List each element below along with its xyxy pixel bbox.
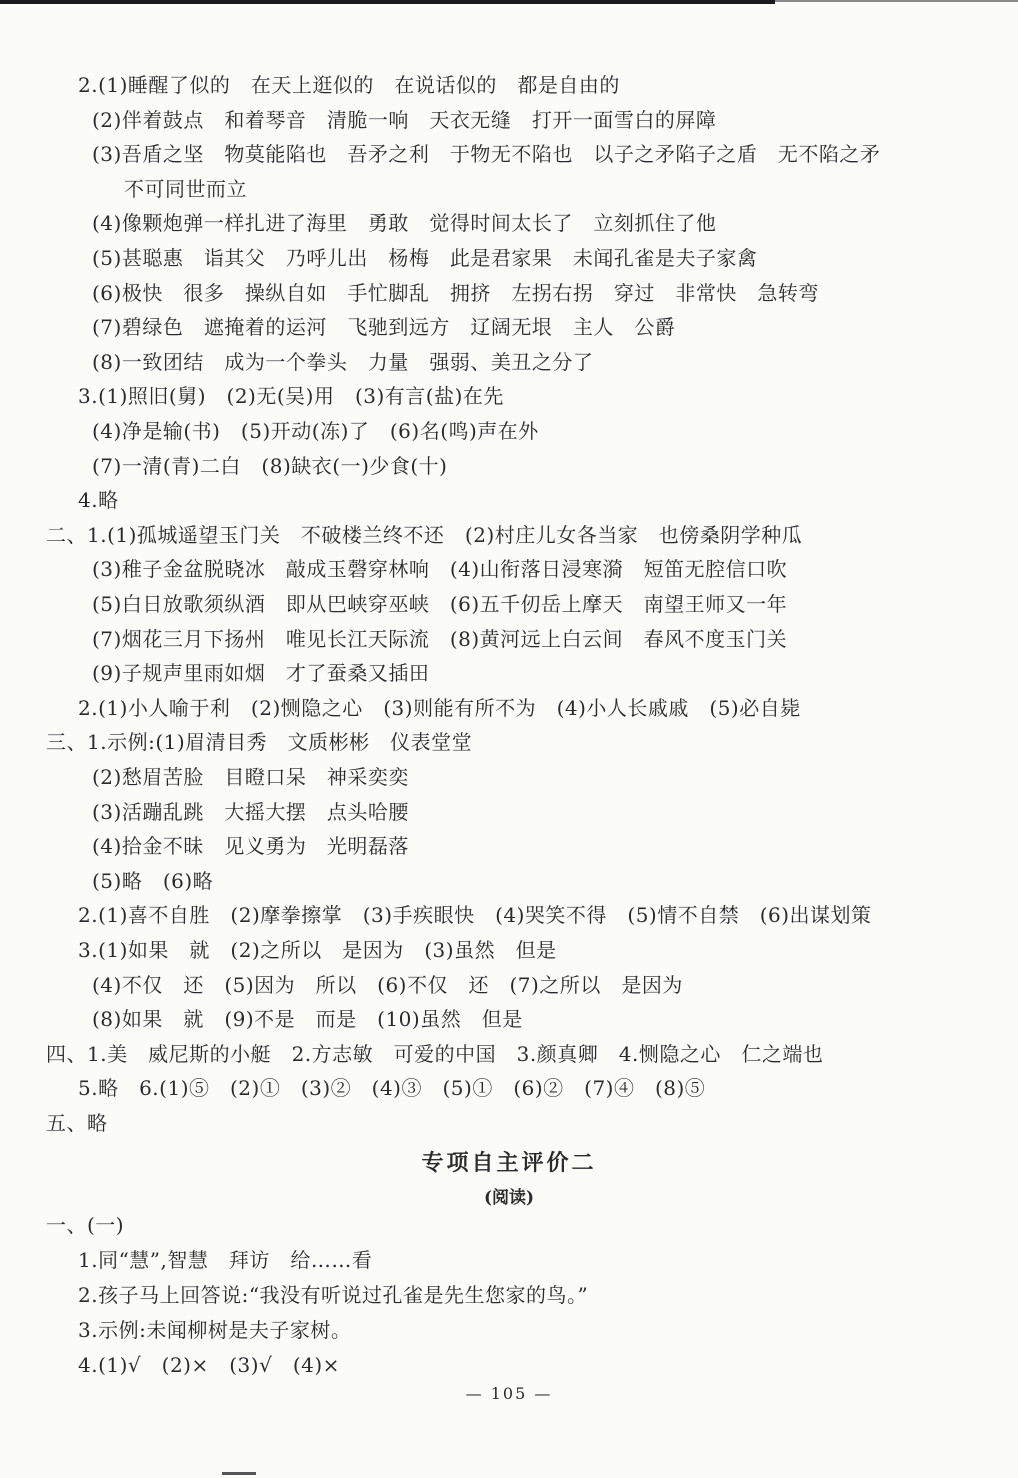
answer-line: (6)极快 很多 操纵自如 手忙脚乱 拥挤 左拐右拐 穿过 非常快 急转弯 — [92, 280, 819, 305]
answer-line: 4.(1)√ (2)× (3)√ (4)× — [78, 1353, 340, 1377]
section-title: 专项自主评价二 — [421, 1150, 597, 1176]
answer-line: (5)略 (6)略 — [92, 868, 214, 893]
answer-line: 3.(1)如果 就 (2)之所以 是因为 (3)虽然 但是 — [78, 938, 557, 962]
answer-line: (8)如果 就 (9)不是 而是 (10)虽然 但是 — [92, 1007, 523, 1032]
answer-line: 四、1.美 威尼斯的小艇 2.方志敏 可爱的中国 3.颜真卿 4.恻隐之心 仁之端也 — [46, 1041, 824, 1066]
answer-line: 1.同“慧”,智慧 拜访 给……看 — [78, 1248, 373, 1272]
answer-line: (8)一致团结 成为一个拳头 力量 强弱、美丑之分了 — [92, 349, 594, 374]
answer-line: 不可同世而立 — [124, 176, 247, 201]
answer-line: 3.示例:未闻柳树是夫子家树。 — [78, 1318, 352, 1342]
answer-line: 2.孩子马上回答说:“我没有听说过孔雀是先生您家的鸟。” — [78, 1283, 589, 1307]
answer-line: 4.略 — [78, 488, 119, 513]
answer-line: (4)不仅 还 (5)因为 所以 (6)不仅 还 (7)之所以 是因为 — [92, 972, 683, 997]
answer-line: (9)子规声里雨如烟 才了蚕桑又插田 — [92, 661, 430, 686]
answer-line: (2)伴着鼓点 和着琴音 清脆一响 天衣无缝 打开一面雪白的屏障 — [92, 107, 717, 132]
answer-line: (7)烟花三月下扬州 唯见长江天际流 (8)黄河远上白云间 春风不度玉门关 — [92, 626, 788, 651]
answer-line: (4)净是输(书) (5)开动(冻)了 (6)名(鸣)声在外 — [92, 419, 539, 443]
answer-line: (5)甚聪惠 诣其父 乃呼儿出 杨梅 此是君家果 未闻孔雀是夫子家禽 — [92, 246, 758, 270]
section-subtitle: (阅读) — [483, 1188, 535, 1208]
answer-line: 五、略 — [46, 1111, 108, 1135]
answer-line: 2.(1)睡醒了似的 在天上逛似的 在说话似的 都是自由的 — [78, 73, 620, 97]
answer-line: (7)一清(青)二白 (8)缺衣(一)少食(十) — [92, 453, 448, 478]
answer-line: (3)吾盾之坚 物莫能陷也 吾矛之利 于物无不陷也 以子之矛陷子之盾 无不陷之矛 — [92, 142, 881, 167]
answer-line: (3)稚子金盆脱晓冰 敲成玉磬穿林响 (4)山衔落日浸寒漪 短笛无腔信口吹 — [92, 557, 788, 582]
answer-line: 二、1.(1)孤城遥望玉门关 不破楼兰终不还 (2)村庄儿女各当家 也傍桑阴学种瓜 — [46, 522, 803, 547]
answer-line: 一、(一) — [46, 1213, 125, 1237]
answer-line: 3.(1)照旧(舅) (2)无(吴)用 (3)有言(盐)在先 — [78, 384, 504, 409]
answer-line: (2)愁眉苦脸 目瞪口呆 神采奕奕 — [92, 765, 409, 789]
answer-line: (3)活蹦乱跳 大摇大摆 点头哈腰 — [92, 799, 409, 824]
answer-line: (7)碧绿色 遮掩着的运河 飞驰到远方 辽阔无垠 主人 公爵 — [92, 315, 676, 340]
scan-edge-bottom — [222, 1472, 256, 1475]
page-number: — 105 — — [465, 1384, 553, 1403]
answer-line: (4)拾金不昧 见义勇为 光明磊落 — [92, 834, 409, 859]
answer-line: 2.(1)喜不自胜 (2)摩拳擦掌 (3)手疾眼快 (4)哭笑不得 (5)情不自禁 (6)出谋划策 — [78, 903, 872, 928]
answer-line: (4)像颗炮弹一样扎进了海里 勇敢 觉得时间太长了 立刻抓住了他 — [92, 211, 717, 236]
answer-line: (5)白日放歌须纵酒 即从巴峡穿巫峡 (6)五千仞岳上摩天 南望王师又一年 — [92, 592, 788, 616]
answer-line: 三、1.示例:(1)眉清目秀 文质彬彬 仪表堂堂 — [46, 730, 473, 755]
answer-line: 2.(1)小人喻于利 (2)恻隐之心 (3)则能有所不为 (4)小人长戚戚 (5)必自毙 — [78, 695, 801, 720]
answer-line: 5.略 6.(1)⑤ (2)① (3)② (4)③ (5)① (6)② (7)④ (8)⑤ — [78, 1076, 706, 1101]
